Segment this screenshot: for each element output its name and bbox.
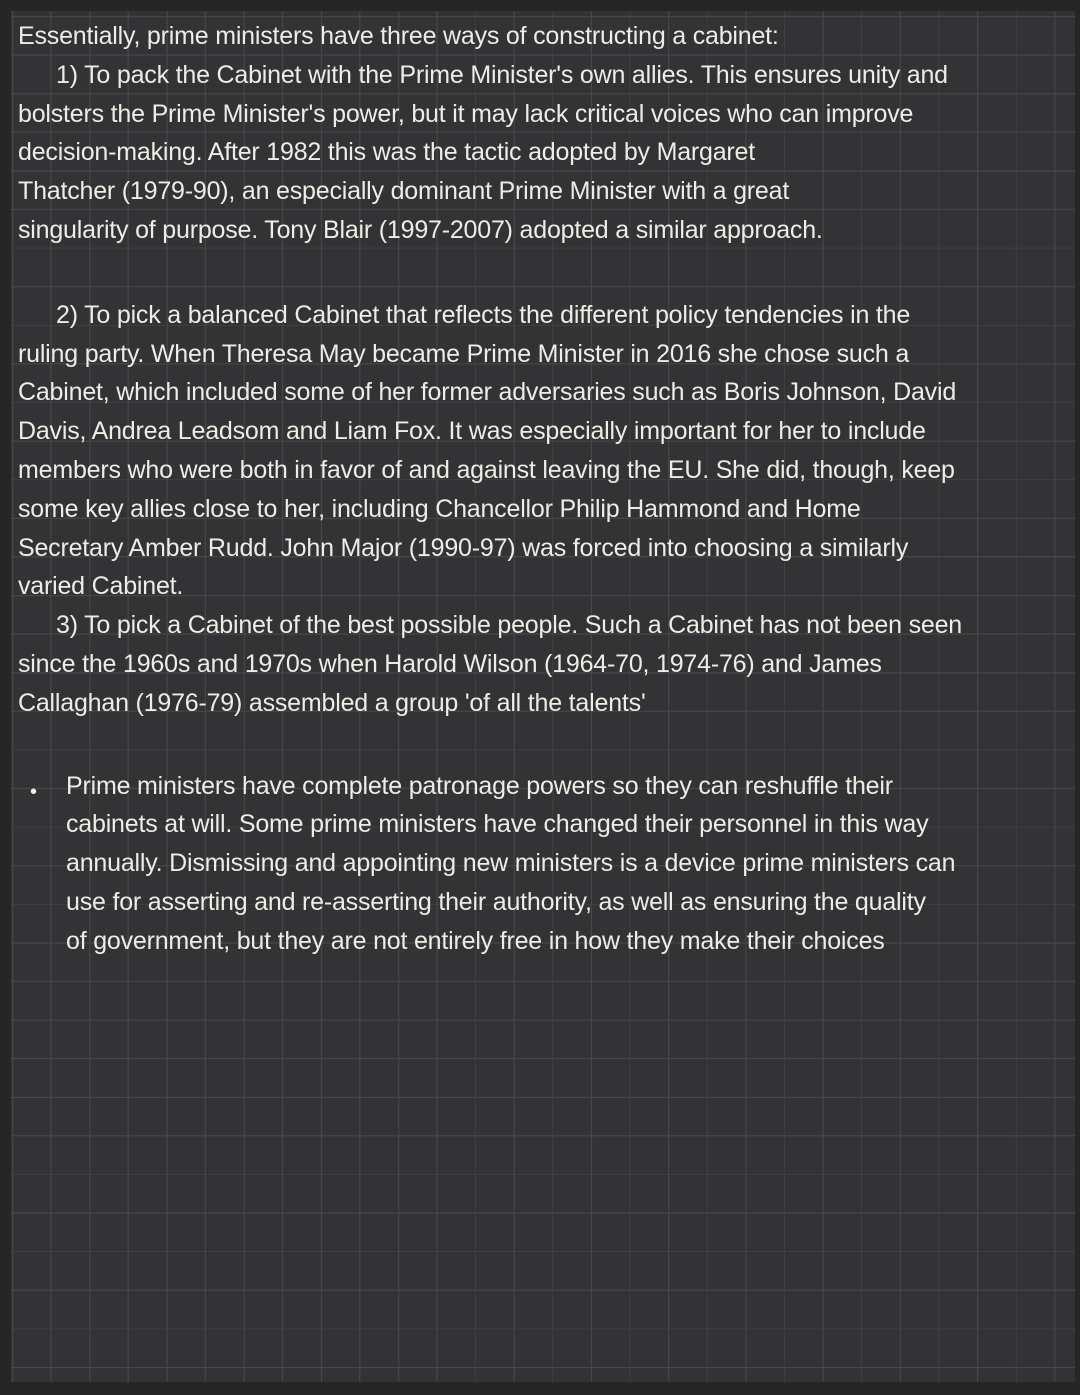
text-line: ruling party. When Theresa May became Prime Minister in 2016 she chose such a xyxy=(18,339,910,368)
text-line: 1) To pack the Cabinet with the Prime Minister's own allies. This ensures unity and xyxy=(56,60,948,89)
text-line: cabinets at will. Some prime ministers have changed their personnel in this way xyxy=(66,810,929,839)
text-line: Prime ministers have complete patronage powers so they can reshuffle their xyxy=(66,771,893,800)
text-line: 3) To pick a Cabinet of the best possible people. Such a Cabinet has not been seen xyxy=(56,611,962,640)
text-line: Secretary Amber Rudd. John Major (1990-97) was forced into choosing a similarly xyxy=(18,533,909,562)
paragraph-method-balanced-cabinet xyxy=(18,296,1075,606)
text-line: of government, but they are not entirely free in how they make their choices xyxy=(66,926,885,955)
paragraph-method-best-people xyxy=(18,606,1075,722)
text-line: singularity of purpose. Tony Blair (1997-2007) adopted a similar approach. xyxy=(18,215,823,244)
text-line: Cabinet, which included some of her former adversaries such as Boris Johnson, David xyxy=(18,378,957,407)
text-line: since the 1960s and 1970s when Harold Wilson (1964-70, 1974-76) and James xyxy=(18,649,882,678)
bullet-marker: • xyxy=(30,780,37,803)
paragraph-cabinet-intro xyxy=(18,17,1075,250)
text-line: Davis, Andrea Leadsom and Liam Fox. It was especially important for her to include xyxy=(18,417,926,446)
bullet-item-patronage-powers xyxy=(18,767,1075,961)
text-line: bolsters the Prime Minister's power, but it may lack critical voices who can improve xyxy=(18,99,914,128)
text-line: annually. Dismissing and appointing new ministers is a device prime ministers can xyxy=(66,849,956,878)
text-line: Callaghan (1976-79) assembled a group 'of all the talents' xyxy=(18,688,646,717)
grid-paper xyxy=(11,11,1075,1382)
text-line: members who were both in favor of and against leaving the EU. She did, though, keep xyxy=(18,455,955,484)
text-line: some key allies close to her, including Chancellor Philip Hammond and Home xyxy=(18,494,861,523)
text-line: 2) To pick a balanced Cabinet that reflects the different policy tendencies in the xyxy=(56,300,911,329)
text-line: Essentially, prime ministers have three ways of constructing a cabinet: xyxy=(18,22,779,50)
text-line: decision-making. After 1982 this was the tactic adopted by Margaret xyxy=(18,138,756,167)
text-line: Thatcher (1979-90), an especially dominant Prime Minister with a great xyxy=(18,177,790,206)
text-line: varied Cabinet. xyxy=(18,572,184,601)
text-line: use for asserting and re-asserting their authority, as well as ensuring the quality xyxy=(66,887,926,916)
